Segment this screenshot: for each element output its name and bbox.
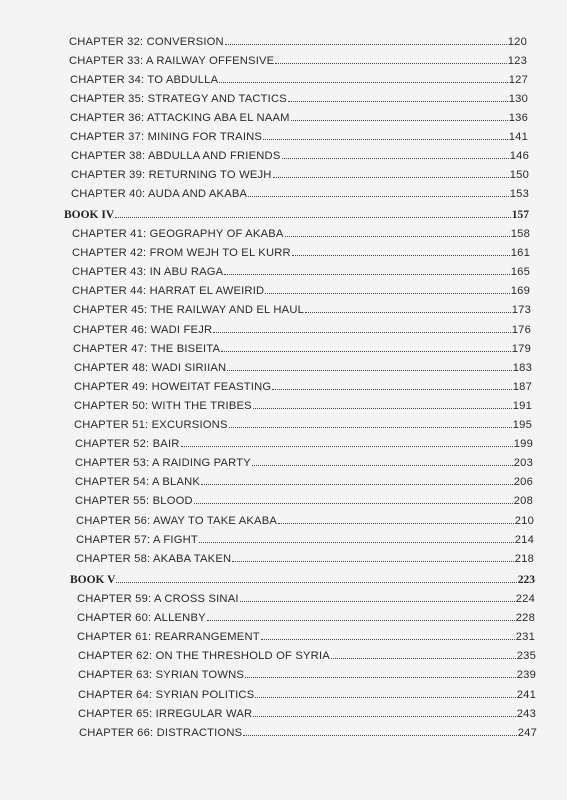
page-number: 176 <box>511 324 531 336</box>
dot-leader <box>221 351 511 352</box>
toc-chapter-entry <box>70 108 528 124</box>
page-number: 183 <box>512 362 532 374</box>
page-number: 150 <box>509 169 529 181</box>
dot-leader <box>232 561 513 562</box>
dot-leader <box>285 236 510 237</box>
page-number: 146 <box>509 150 529 162</box>
dot-leader <box>263 139 508 140</box>
page-number: 120 <box>507 36 527 48</box>
chapter-title: CHAPTER 45: THE RAILWAY AND EL HAUL <box>73 304 305 316</box>
toc-chapter-entry <box>78 646 536 662</box>
chapter-title: CHAPTER 64: SYRIAN POLITICS <box>78 689 255 701</box>
dot-leader <box>213 332 510 333</box>
dot-leader <box>245 677 516 678</box>
page-number: 187 <box>512 381 532 393</box>
chapter-title: CHAPTER 42: FROM WEJH TO EL KURR <box>72 247 291 259</box>
toc-chapter-entry <box>69 32 527 48</box>
chapter-title: CHAPTER 54: A BLANK <box>75 476 201 488</box>
chapter-title: CHAPTER 53: A RAIDING PARTY <box>75 457 251 469</box>
dot-leader <box>116 582 516 583</box>
dot-leader <box>255 697 515 698</box>
page-number: 130 <box>508 93 528 105</box>
toc-chapter-entry <box>77 608 535 624</box>
toc-chapter-entry <box>77 627 535 643</box>
chapter-title: CHAPTER 34: TO ABDULLA <box>70 74 219 86</box>
dot-leader <box>275 63 506 64</box>
toc-chapter-entry <box>78 685 536 701</box>
toc-chapter-entry <box>74 415 532 431</box>
dot-leader <box>224 274 509 275</box>
chapter-title: CHAPTER 65: IRREGULAR WAR <box>78 708 253 720</box>
chapter-title: CHAPTER 47: THE BISEITA <box>73 343 221 355</box>
page-number: 165 <box>510 266 530 278</box>
page-number: 231 <box>515 631 535 643</box>
page-number: 158 <box>510 228 530 240</box>
page-number: 243 <box>516 708 536 720</box>
page-number: 127 <box>508 74 528 86</box>
toc-chapter-entry <box>72 224 530 240</box>
dot-leader <box>278 523 514 524</box>
chapter-title: CHAPTER 63: SYRIAN TOWNS <box>78 669 245 681</box>
chapter-title: CHAPTER 44: HARRAT EL AWEIRID <box>72 285 265 297</box>
chapter-title: CHAPTER 61: REARRANGEMENT <box>77 631 260 643</box>
dot-leader <box>265 293 509 294</box>
toc-chapter-entry <box>71 184 529 200</box>
dot-leader <box>201 484 513 485</box>
chapter-title: CHAPTER 51: EXCURSIONS <box>74 419 228 431</box>
toc-chapter-entry <box>72 281 530 297</box>
page-number: 206 <box>513 476 533 488</box>
chapter-title: CHAPTER 56: AWAY TO TAKE AKABA <box>76 515 278 527</box>
chapter-title: CHAPTER 43: IN ABU RAGA <box>72 266 224 278</box>
chapter-title: CHAPTER 38: ABDULLA AND FRIENDS <box>71 150 281 162</box>
chapter-title: CHAPTER 39: RETURNING TO WEJH <box>71 169 272 181</box>
toc-chapter-entry <box>72 262 530 278</box>
page-number: 208 <box>513 495 533 507</box>
chapter-title: CHAPTER 48: WADI SIRIIAN <box>74 362 227 374</box>
toc-chapter-entry <box>74 396 532 412</box>
page-number: 153 <box>509 188 529 200</box>
dot-leader <box>243 735 516 736</box>
page-number: 199 <box>513 438 533 450</box>
page-number: 210 <box>514 515 534 527</box>
toc-chapter-entry <box>70 70 528 86</box>
dot-leader <box>291 120 508 121</box>
dot-leader <box>240 601 515 602</box>
dot-leader <box>282 158 509 159</box>
page-number: 141 <box>508 131 528 143</box>
chapter-title: CHAPTER 62: ON THE THRESHOLD OF SYRIA <box>78 650 330 662</box>
chapter-title: CHAPTER 55: BLOOD <box>75 495 193 507</box>
page-number: 214 <box>514 534 534 546</box>
page-number: 123 <box>507 55 527 67</box>
dot-leader <box>207 620 515 621</box>
dot-leader <box>181 446 513 447</box>
chapter-title: CHAPTER 58: AKABA TAKEN <box>76 553 232 565</box>
chapter-title: CHAPTER 66: DISTRACTIONS <box>79 727 243 739</box>
dot-leader <box>305 312 511 313</box>
page-number: 247 <box>517 727 537 739</box>
toc-chapter-entry <box>71 165 529 181</box>
page-number: 235 <box>516 650 536 662</box>
page-number: 239 <box>516 669 536 681</box>
dot-leader <box>194 503 513 504</box>
page-number: 157 <box>511 209 529 221</box>
page-number: 191 <box>512 400 532 412</box>
toc-book-entry <box>64 205 529 221</box>
dot-leader <box>252 465 513 466</box>
dot-leader <box>229 427 512 428</box>
page-number: 195 <box>512 419 532 431</box>
dot-leader <box>227 370 511 371</box>
page-number: 173 <box>511 304 531 316</box>
page-number: 161 <box>510 247 530 259</box>
book-title: BOOK V <box>70 574 116 586</box>
page-number: 136 <box>508 112 528 124</box>
chapter-title: CHAPTER 33: A RAILWAY OFFENSIVE <box>69 55 275 67</box>
chapter-title: CHAPTER 35: STRATEGY AND TACTICS <box>70 93 287 105</box>
toc-chapter-entry <box>74 358 532 374</box>
chapter-title: CHAPTER 50: WITH THE TRIBES <box>74 400 252 412</box>
toc-chapter-entry <box>76 549 534 565</box>
toc-chapter-entry <box>79 723 537 739</box>
toc-chapter-entry <box>73 320 531 336</box>
toc-book-entry <box>70 570 535 586</box>
toc-chapter-entry <box>75 491 533 507</box>
chapter-title: CHAPTER 41: GEOGRAPHY OF AKABA <box>72 228 284 240</box>
dot-leader <box>253 716 515 717</box>
page-number: 203 <box>513 457 533 469</box>
toc-chapter-entry <box>71 146 529 162</box>
toc-chapter-entry <box>69 51 527 67</box>
toc-chapter-entry <box>72 243 530 259</box>
dot-leader <box>273 177 509 178</box>
dot-leader <box>272 389 511 390</box>
book-title: BOOK IV <box>64 209 115 221</box>
chapter-title: CHAPTER 49: HOWEITAT FEASTING <box>74 381 272 393</box>
dot-leader <box>199 542 514 543</box>
dot-leader <box>292 255 510 256</box>
page-number: 169 <box>510 285 530 297</box>
toc-chapter-entry <box>77 589 535 605</box>
chapter-title: CHAPTER 59: A CROSS SINAI <box>77 593 239 605</box>
page-number: 241 <box>516 689 536 701</box>
toc-chapter-entry <box>76 511 534 527</box>
dot-leader <box>288 101 508 102</box>
chapter-title: CHAPTER 60: ALLENBY <box>77 612 206 624</box>
dot-leader <box>253 408 512 409</box>
dot-leader <box>248 196 509 197</box>
chapter-title: CHAPTER 52: BAIR <box>75 438 180 450</box>
page-number: 224 <box>515 593 535 605</box>
page-number: 179 <box>511 343 531 355</box>
page-number: 228 <box>515 612 535 624</box>
chapter-title: CHAPTER 37: MINING FOR TRAINS <box>70 131 263 143</box>
dot-leader <box>331 658 516 659</box>
chapter-title: CHAPTER 46: WADI FEJR <box>73 324 213 336</box>
toc-chapter-entry <box>73 300 531 316</box>
toc-chapter-entry <box>75 453 533 469</box>
toc-chapter-entry <box>70 89 528 105</box>
toc-chapter-entry <box>78 704 536 720</box>
chapter-title: CHAPTER 36: ATTACKING ABA EL NAAM <box>70 112 290 124</box>
dot-leader <box>219 82 507 83</box>
chapter-title: CHAPTER 40: AUDA AND AKABA <box>71 188 248 200</box>
toc-chapter-entry <box>70 127 528 143</box>
dot-leader <box>115 217 511 218</box>
page-number: 223 <box>517 574 535 586</box>
dot-leader <box>225 44 507 45</box>
dot-leader <box>261 639 515 640</box>
page-number: 218 <box>514 553 534 565</box>
toc-chapter-entry <box>75 472 533 488</box>
toc-chapter-entry <box>76 530 534 546</box>
toc-chapter-entry <box>78 665 536 681</box>
chapter-title: CHAPTER 57: A FIGHT <box>76 534 198 546</box>
toc-chapter-entry <box>75 434 533 450</box>
chapter-title: CHAPTER 32: CONVERSION <box>69 36 224 48</box>
toc-chapter-entry <box>74 377 532 393</box>
toc-chapter-entry <box>73 339 531 355</box>
